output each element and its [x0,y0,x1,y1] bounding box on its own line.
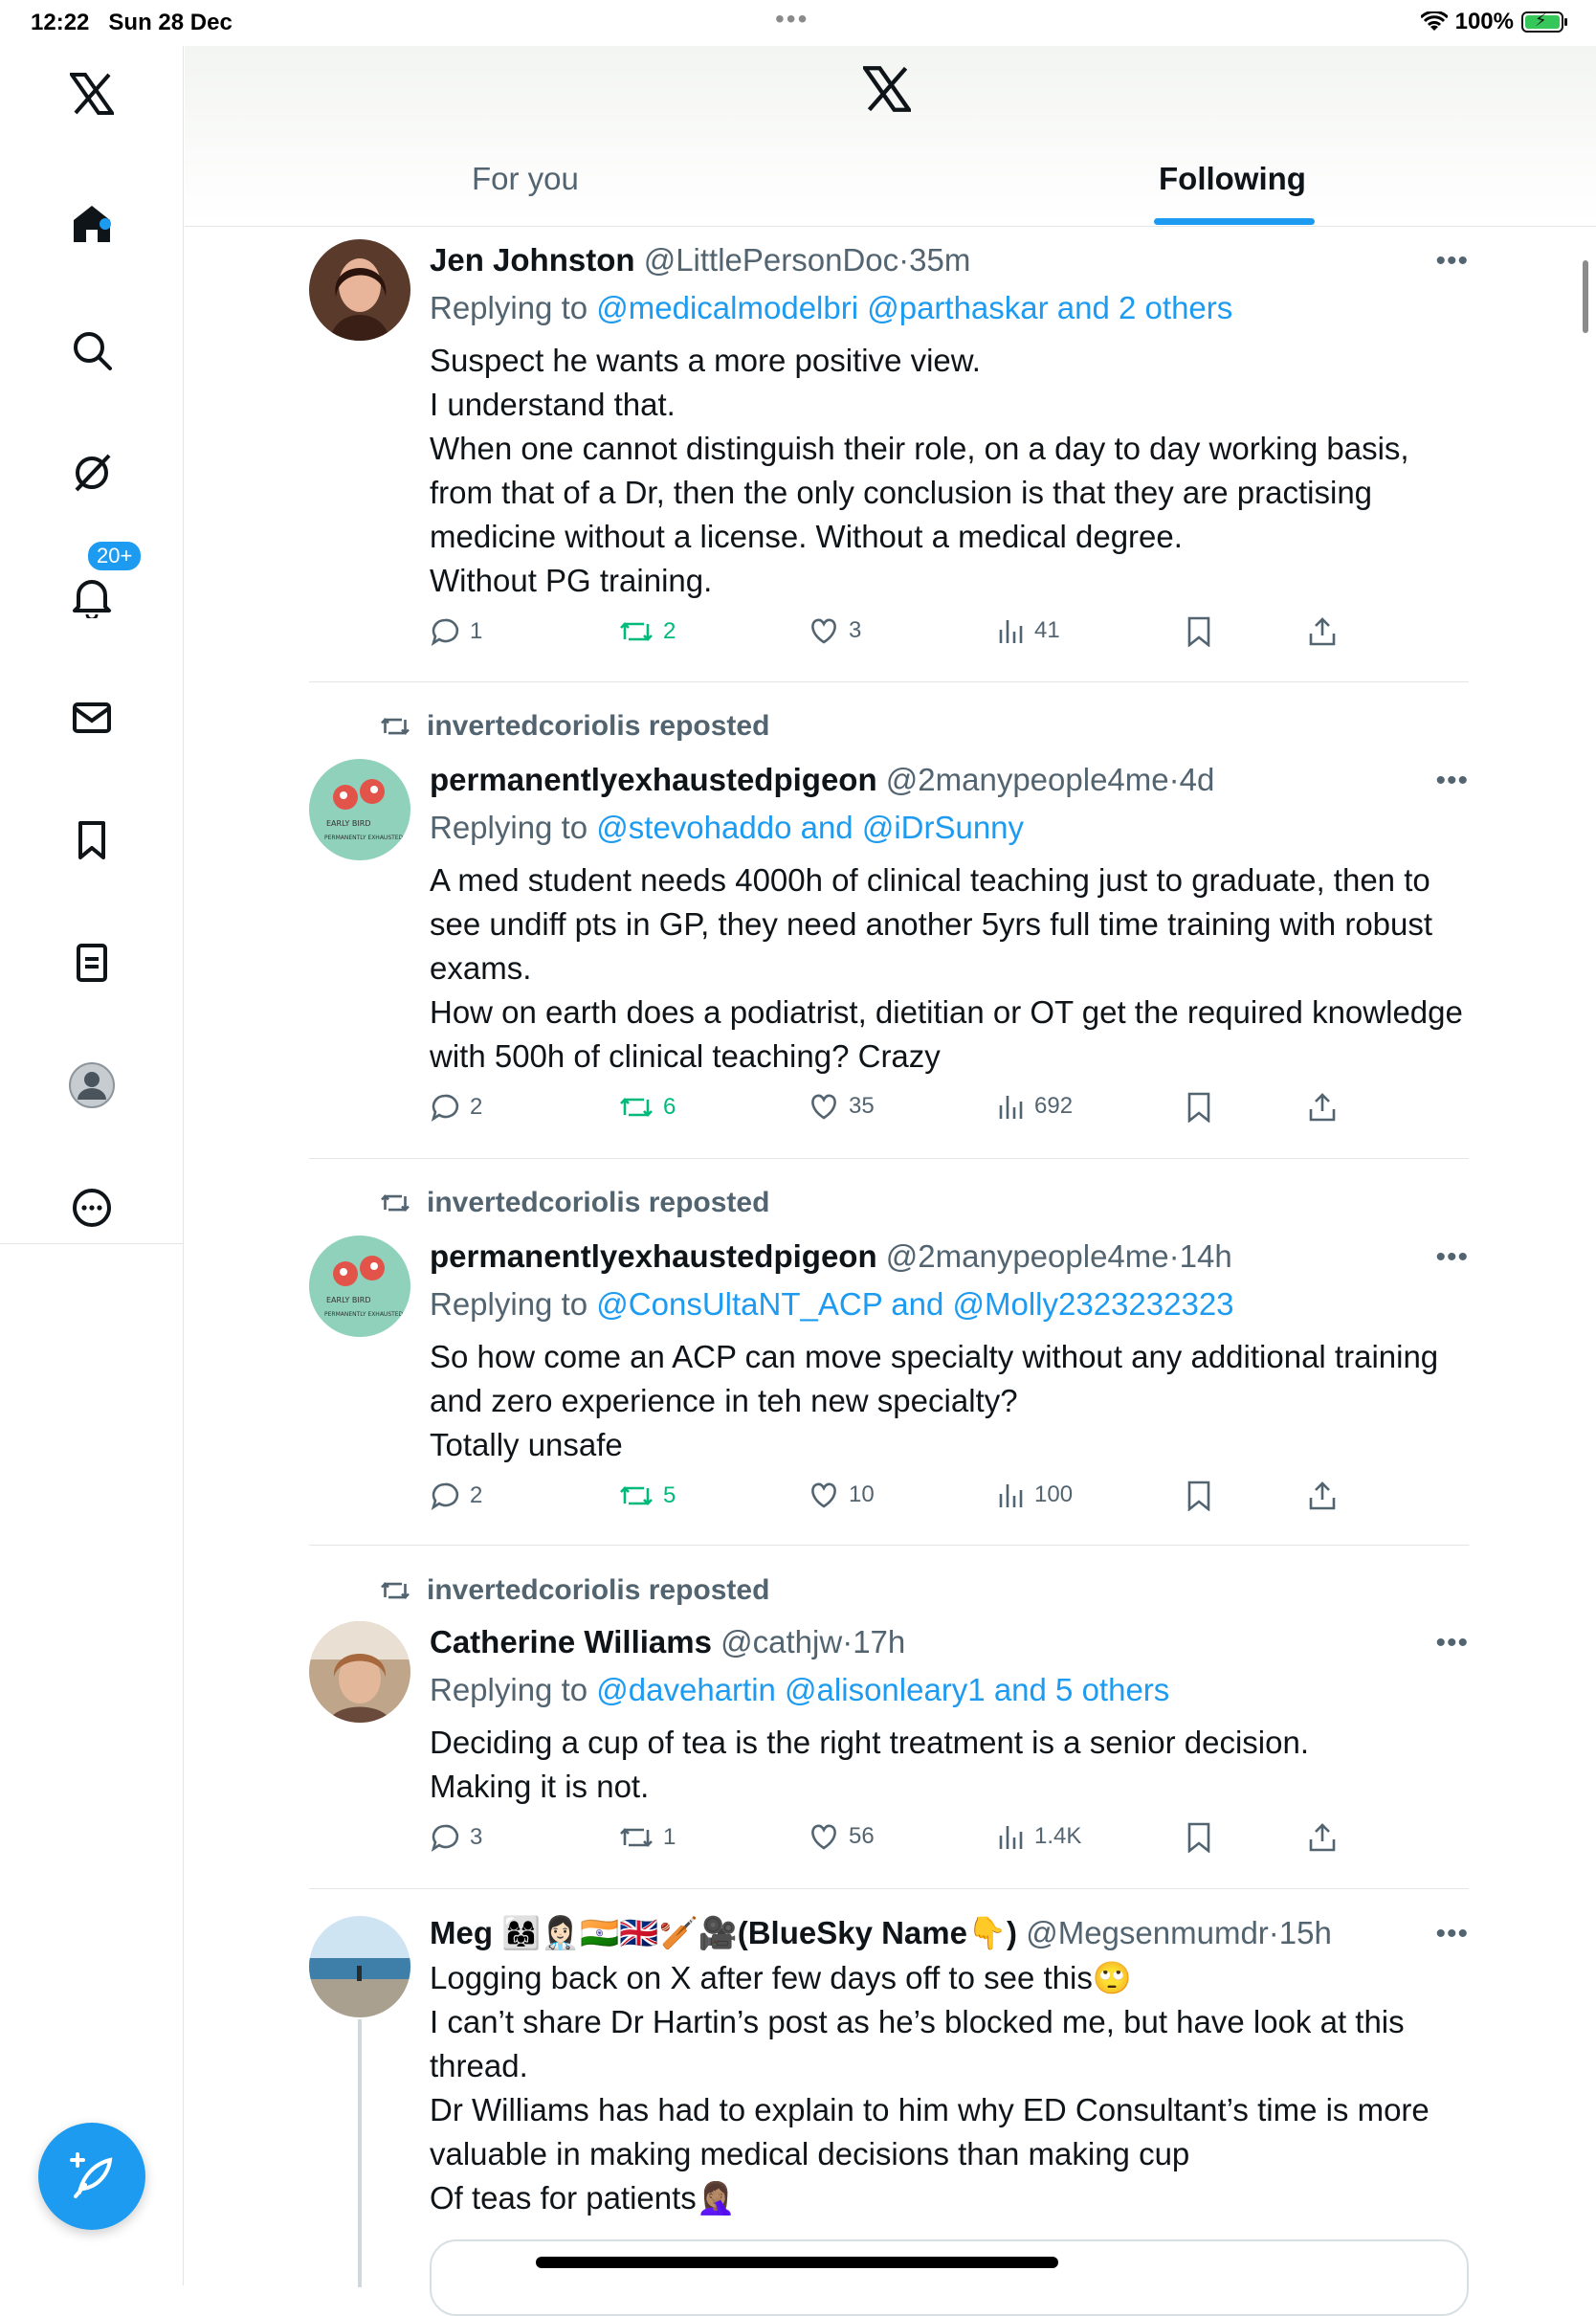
repost-icon [619,1092,654,1123]
reposted-by[interactable]: invertedcoriolis reposted [379,710,769,743]
active-tab-indicator [1154,218,1315,225]
post-actions [430,1822,1463,1860]
messages-icon[interactable] [65,691,119,745]
avatar[interactable] [309,239,410,341]
author-handle[interactable]: @2manypeople4me [885,762,1169,797]
author-name[interactable]: permanentlyexhaustedpigeon [430,1238,877,1274]
share-icon [1308,1481,1337,1511]
like-button[interactable]: 3 [809,616,861,645]
replying-to-links[interactable]: @ConsUltaNT_ACP and @Molly2323232323 [596,1286,1234,1322]
bookmark-icon [1186,1481,1212,1511]
replying-to: Replying to @stevohaddo and @iDrSunny [430,810,1025,845]
replying-to: Replying to @medicalmodelbri @parthaskar and 2 others [430,290,1233,325]
author-name[interactable]: Meg 👩‍👩‍👧👩🏻‍⚕️🇮🇳🇬🇧🏏🎥(BlueSky Name👇) [430,1915,1018,1950]
post-actions [430,1092,1463,1130]
notifications-badge: 20+ [86,540,143,572]
sidebar [0,46,184,1244]
analytics-icon [998,1481,1025,1509]
avatar[interactable] [309,1916,410,2017]
share-icon [1308,616,1337,647]
battery-icon: ⚡ [1521,11,1563,33]
grok-icon[interactable] [65,446,119,500]
repost-button[interactable]: 5 [619,1481,676,1511]
post-more-icon[interactable]: ••• [1435,765,1469,796]
post-text: A med student needs 4000h of clinical teaching just to graduate, then to see undiff pts in GP, they need another 5yrs full time training with robust exams. How on earth does a podiatrist, dietitian or OT get the required knowledge with 500h of clinical teaching? Crazy [430,862,1463,1074]
heart-icon [809,1822,839,1851]
repost-button[interactable]: 6 [619,1092,676,1123]
battery-percent: 100% [1454,9,1514,34]
analytics-icon [998,1822,1025,1851]
post-text: Logging back on X after few days off to see this🙄 I can’t share Dr Hartin’s post as he’s blocked me, but have look at this thread. Dr Williams has had to explain to him why ED Consultant’s time is more valuable in making medical decisions than making cup Of teas for patients🤦🏽‍♀️ [430,1960,1430,2216]
repost-indicator-icon [379,1190,411,1216]
reply-button[interactable]: 2 [430,1481,482,1511]
bookmark-button[interactable] [1186,1481,1212,1511]
heart-icon [809,1092,839,1121]
author-name[interactable]: Catherine Williams [430,1624,712,1659]
svg-text:EARLY BIRD: EARLY BIRD [326,1296,371,1304]
reposted-by[interactable]: invertedcoriolis reposted [379,1574,769,1607]
repost-button[interactable]: 2 [619,616,676,647]
views-button[interactable]: 41 [998,616,1060,645]
replying-to-links[interactable]: @medicalmodelbri @parthaskar and 2 others [596,290,1233,325]
post-time[interactable]: 35m [909,242,971,278]
post-more-icon[interactable]: ••• [1435,1627,1469,1659]
post-time[interactable]: 4d [1179,762,1215,797]
post-more-icon[interactable]: ••• [1435,245,1469,277]
replying-to: Replying to @ConsUltaNT_ACP and @Molly2323232323 [430,1286,1234,1322]
author-handle[interactable]: @LittlePersonDoc [643,242,899,278]
share-icon [1308,1822,1337,1853]
avatar[interactable] [309,1236,410,1337]
thread-line [358,2019,362,2287]
views-button[interactable]: 692 [998,1092,1073,1121]
like-button[interactable]: 10 [809,1481,875,1509]
timeline-header [185,46,1596,227]
post-divider [309,1545,1469,1546]
wifi-icon [1421,11,1448,33]
share-button[interactable] [1308,616,1337,647]
bookmark-icon [1186,1092,1212,1123]
compose-feather-icon [66,2150,118,2202]
reposted-by[interactable]: invertedcoriolis reposted [379,1187,769,1219]
views-button[interactable]: 1.4K [998,1822,1081,1851]
heart-icon [809,616,839,645]
author-handle[interactable]: @cathjw [720,1624,843,1659]
repost-icon [619,1822,654,1853]
home-unread-dot [100,218,111,230]
post-divider [309,681,1469,682]
reply-icon [430,616,460,647]
like-button[interactable]: 35 [809,1092,875,1121]
reply-icon [430,1822,460,1853]
bookmark-button[interactable] [1186,616,1212,647]
scrollbar[interactable] [1583,260,1588,333]
svg-text:PERMANENTLY EXHAUSTED: PERMANENTLY EXHAUSTED [324,835,404,841]
bookmark-icon [1186,616,1212,647]
status-bar [0,0,1596,46]
post-actions [430,1481,1463,1519]
author-name[interactable]: Jen Johnston [430,242,635,278]
bookmarks-icon[interactable] [65,813,119,867]
bookmark-icon [1186,1822,1212,1853]
svg-text:PERMANENTLY EXHAUSTED: PERMANENTLY EXHAUSTED [324,1311,404,1318]
post-divider [309,1158,1469,1159]
repost-indicator-icon [379,1577,411,1604]
post-time[interactable]: 15h [1278,1915,1332,1950]
replying-to-links[interactable]: @stevohaddo and @iDrSunny [596,810,1025,845]
post-text: So how come an ACP can move specialty without any additional training and zero experience in teh new specialty? Totally unsafe [430,1339,1439,1462]
author-name[interactable]: permanentlyexhaustedpigeon [430,762,877,797]
multitask-dots-icon[interactable]: ••• [775,4,809,33]
avatar[interactable] [309,1621,410,1723]
author-handle[interactable]: @Megsenmumdr [1026,1915,1269,1950]
views-button[interactable]: 100 [998,1481,1073,1509]
bookmark-button[interactable] [1186,1822,1212,1853]
post-time[interactable]: 17h [853,1624,906,1659]
status-time: 12:22 Sun 28 Dec [31,10,233,35]
repost-button[interactable]: 1 [619,1822,676,1853]
reply-icon [430,1092,460,1123]
post-text: Deciding a cup of tea is the right treatment is a senior decision. Making it is not. [430,1725,1309,1804]
x-logo-icon[interactable] [65,67,119,121]
search-icon[interactable] [65,323,119,377]
share-button[interactable] [1308,1481,1337,1511]
lists-icon[interactable] [65,936,119,990]
replying-to-links[interactable]: @davehartin @alisonleary1 and 5 others [596,1672,1170,1707]
x-header-logo-icon[interactable] [863,65,911,118]
repost-icon [619,616,654,647]
analytics-icon [998,1092,1025,1121]
quoted-post-card[interactable] [430,2239,1469,2316]
post-time[interactable]: 14h [1179,1238,1232,1274]
svg-text:EARLY BIRD: EARLY BIRD [326,819,371,828]
like-button[interactable]: 56 [809,1822,875,1851]
tab-following[interactable]: Following [1159,161,1306,196]
post-more-icon[interactable]: ••• [1435,1241,1469,1273]
analytics-icon [998,616,1025,645]
repost-icon [619,1481,654,1511]
reply-icon [430,1481,460,1511]
reply-button[interactable]: 2 [430,1092,482,1123]
avatar[interactable] [309,759,410,860]
status-right [1421,9,1563,35]
repost-indicator-icon [379,713,411,740]
reply-button[interactable]: 3 [430,1822,482,1853]
post-more-icon[interactable]: ••• [1435,1918,1469,1949]
share-button[interactable] [1308,1092,1337,1123]
post-text: Suspect he wants a more positive view. I understand that. When one cannot distinguish their role, on a day to day working basis, from that of a Dr, then the only conclusion is that they are practising medicine without a license. Without a medical degree. Without PG training. [430,343,1409,598]
notifications-bell-icon[interactable] [65,570,119,624]
profile-avatar-icon[interactable] [65,1058,119,1112]
home-indicator[interactable] [536,2257,1058,2268]
author-handle[interactable]: @2manypeople4me [885,1238,1169,1274]
share-icon [1308,1092,1337,1123]
bookmark-button[interactable] [1186,1092,1212,1123]
more-options-icon[interactable] [65,1181,119,1235]
reply-button[interactable]: 1 [430,616,482,647]
tab-for-you[interactable]: For you [472,161,579,196]
compose-post-button[interactable] [38,2123,145,2230]
share-button[interactable] [1308,1822,1337,1853]
post-divider [309,1888,1469,1889]
post-actions [430,616,1463,655]
heart-icon [809,1481,839,1509]
replying-to: Replying to @davehartin @alisonleary1 and 5 others [430,1672,1170,1707]
